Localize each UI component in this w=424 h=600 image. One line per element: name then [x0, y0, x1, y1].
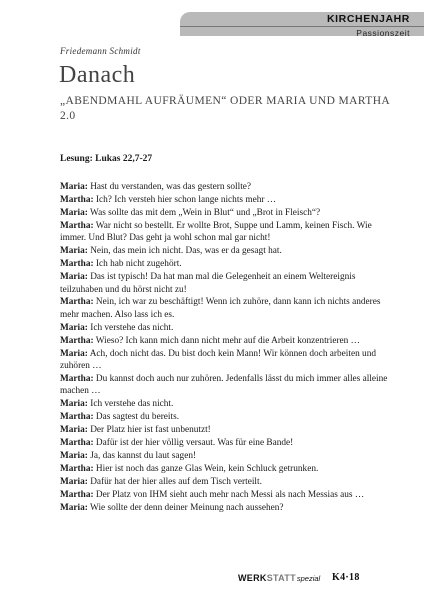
line-text: Der Platz hier ist fast unbenutzt!: [90, 425, 211, 436]
speaker-label: Maria:: [60, 399, 88, 410]
dialogue-line: [60, 271, 400, 296]
line-text: Ach, doch nicht das. Du bist doch kein Mann! Wir können doch arbeiten und zuhören …: [60, 348, 377, 372]
dialogue-line: [60, 322, 400, 334]
speaker-label: Martha:: [60, 412, 94, 423]
dialogue-line: [60, 245, 400, 257]
line-text: Nein, ich war zu beschäftigt! Wenn ich zuhöre, dann kann ich nichts anderes mehr machen. Also lass ich es.: [60, 297, 381, 320]
line-text: War nicht so bestellt. Er wollte Brot, Suppe und Lamm, keinen Fisch. Wie immer. Und Blut? Das geht ja wohl schon mal gar nicht!: [60, 220, 372, 244]
speaker-label: Martha:: [60, 335, 94, 346]
speaker-label: Maria:: [60, 477, 88, 488]
speaker-label: Maria:: [60, 272, 88, 283]
speaker-label: Maria:: [60, 451, 88, 462]
line-text: Ja, das kannst du laut sagen!: [90, 451, 197, 462]
line-text: Dafür ist der hier völlig versaut. Was für eine Bande!: [95, 438, 294, 449]
speaker-label: Martha:: [60, 259, 94, 270]
line-text: Dafür hat der hier alles auf dem Tisch verteilt.: [90, 477, 262, 488]
page-subtitle: „ABENDMAHL AUFRÄUMEN“ ODER MARIA UND MARTHA 2.0: [60, 95, 390, 122]
dialogue-line: [60, 411, 400, 423]
header-subcategory: Passionszeit: [356, 28, 410, 38]
logo-spezial: spezial: [296, 574, 321, 583]
line-text: Was sollte das mit dem „Wein in Blut“ und „Brot in Fleisch“?: [90, 207, 321, 218]
dialogue-line: [60, 373, 400, 398]
dialogue-line: [60, 335, 400, 347]
line-text: Wieso? Ich kann mich dann nicht mehr auf die Arbeit konzentrieren …: [95, 335, 360, 346]
werkstatt-spezial-logo: [238, 573, 320, 583]
speaker-label: Maria:: [60, 246, 88, 257]
dialogue-line: [60, 194, 400, 206]
line-text: Der Platz von IHM sieht auch mehr nach Messi als nach Messias aus …: [95, 490, 365, 501]
line-text: Ich? Ich versteh hier schon lange nichts mehr …: [95, 194, 277, 205]
dialogue-line: [60, 296, 400, 321]
dialogue-line: [60, 258, 400, 270]
speaker-label: Martha:: [60, 490, 94, 501]
dialogue-line: [60, 437, 400, 449]
author-name: Friedemann Schmidt: [60, 46, 141, 56]
dialogue-line: [60, 450, 400, 462]
dialogue-line: [60, 348, 400, 373]
speaker-label: Maria:: [60, 207, 88, 218]
dialogue-line: [60, 424, 400, 436]
dialogue-line: [60, 463, 400, 475]
line-text: Das sagtest du bereits.: [95, 412, 180, 423]
logo-statt: STATT: [266, 573, 296, 583]
speaker-label: Martha:: [60, 220, 94, 231]
speaker-label: Martha:: [60, 464, 94, 475]
line-text: Du kannst doch auch nur zuhören. Jedenfalls lässt du mich immer alles alleine machen …: [60, 374, 388, 397]
line-text: Wie sollte der denn deiner Meinung nach aussehen?: [90, 503, 284, 514]
logo-werk: WERK: [238, 573, 267, 583]
line-text: Ich verstehe das nicht.: [90, 322, 174, 333]
speaker-label: Maria:: [60, 322, 88, 333]
dialogue-line: [60, 181, 400, 193]
dialogue-text: [60, 181, 400, 515]
dialogue-line: [60, 207, 400, 219]
line-text: Hast du verstanden, was das gestern sollte?: [90, 182, 252, 192]
speaker-label: Maria:: [60, 503, 88, 514]
dialogue-line: [60, 220, 400, 245]
line-text: Ich verstehe das nicht.: [90, 399, 174, 410]
header-category: KIRCHENJAHR: [326, 13, 410, 25]
page-code: K4·18: [332, 572, 360, 583]
speaker-label: Martha:: [60, 194, 94, 205]
line-text: Hier ist noch das ganze Glas Wein, kein Schluck getrunken.: [95, 464, 319, 475]
dialogue-line: [60, 489, 400, 501]
header-divider: [180, 26, 424, 27]
page-title: Danach: [59, 62, 136, 88]
speaker-label: Martha:: [60, 438, 94, 449]
dialogue-line: [60, 398, 400, 410]
line-text: Ich hab nicht zugehört.: [95, 259, 182, 270]
speaker-label: Martha:: [60, 374, 94, 385]
speaker-label: Maria:: [60, 425, 88, 436]
speaker-label: Maria:: [60, 182, 88, 192]
line-text: Das ist typisch! Da hat man mal die Gelegenheit an einem Weltereignis teilzuhaben und du hörst nicht zu!: [60, 272, 356, 295]
line-text: Nein, das mein ich nicht. Das, was er da gesagt hat.: [90, 246, 282, 257]
dialogue-line: [60, 476, 400, 488]
reading-reference: Lesung: Lukas 22,7-27: [60, 154, 153, 164]
speaker-label: Martha:: [60, 297, 94, 308]
dialogue-line: [60, 502, 400, 514]
speaker-label: Maria:: [60, 348, 88, 359]
